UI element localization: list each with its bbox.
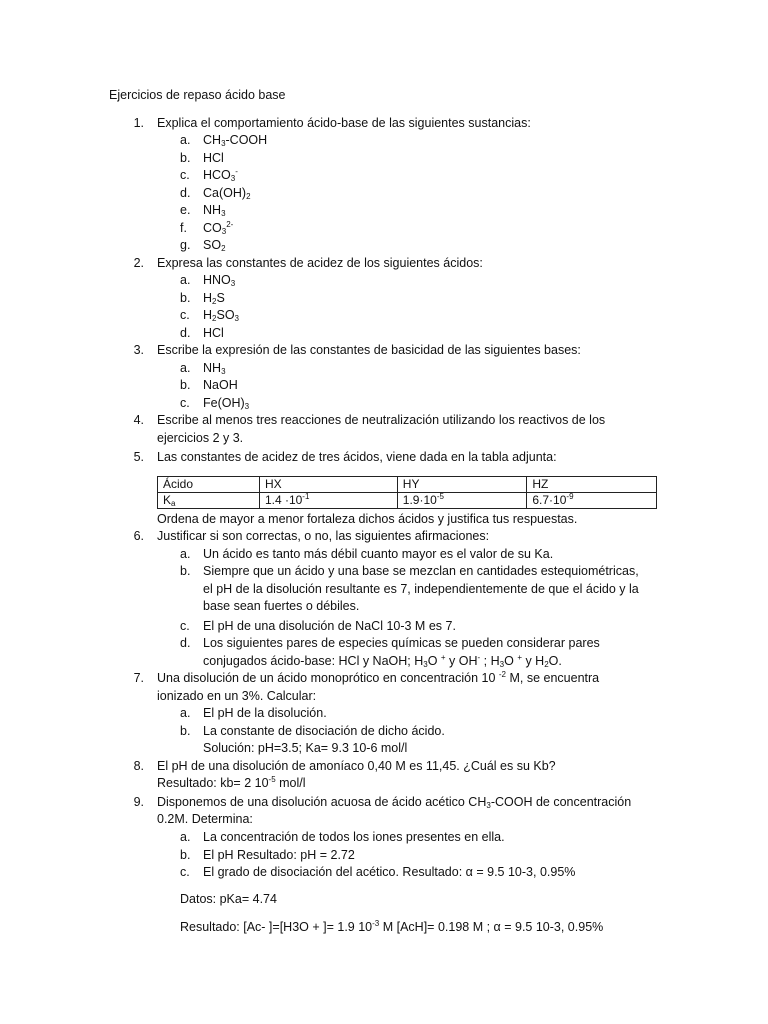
q9b-text: El pH Resultado: pH = 2.72 — [203, 848, 355, 862]
item-letter: g. — [180, 238, 191, 252]
item-letter: d. — [180, 186, 191, 200]
table-header-cell: Ácido — [158, 477, 260, 493]
q6-text: Justificar si son correctas, o no, las siguientes afirmaciones: — [157, 529, 490, 543]
q9-line2: 0.2M. Determina: — [157, 812, 253, 826]
q3-text: Escribe la expresión de las constantes de basicidad de las siguientes bases: — [157, 343, 581, 357]
q6b-line1: Siempre que un ácido y una base se mezclan en cantidades estequiométricas, — [203, 564, 639, 578]
q9a-text: La concentración de todos los iones presentes en ella. — [203, 830, 505, 844]
table-row — [158, 493, 657, 509]
q6a-text: Un ácido es tanto más débil cuanto mayor es el valor de su Ka. — [203, 547, 554, 561]
table-header-cell: HX — [259, 477, 397, 493]
q7-line1: Una disolución de un ácido monoprótico en concentración 10 $^{-2}$ M, se encuentra — [157, 670, 600, 685]
item-letter: b. — [180, 151, 191, 165]
formula: $CH_3$-COOH — [203, 133, 268, 148]
table-cell: $1.4 \cdot 10^{-1}$ — [259, 493, 397, 509]
q6a-letter: a. — [180, 547, 191, 561]
q7a-text: El pH de la disolución. — [203, 706, 327, 720]
q6c-text: El pH de una disolución de NaCl 10-3 M es 7. — [203, 619, 456, 633]
item-letter: c. — [180, 308, 190, 322]
item-letter: a. — [180, 133, 191, 147]
formula: HCl — [203, 326, 224, 340]
q4-line1: Escribe al menos tres reacciones de neutralización utilizando los reactivos de los — [157, 413, 606, 427]
formula: $Fe(OH)_3$ — [203, 396, 250, 411]
formula: $Ca(OH)_2$ — [203, 186, 251, 201]
q7-number: 7. — [133, 671, 144, 685]
table-cell: $1.9\cdot 10^{-5}$ — [397, 493, 527, 509]
q9c-text: El grado de disociación del acético. Resultado: α = 9.5 10-3, 0.95% — [203, 865, 576, 879]
table-cell: $6.7\cdot 10^{-9}$ — [527, 493, 657, 509]
q1-text: Explica el comportamiento ácido-base de las siguientes sustancias: — [157, 116, 531, 130]
q7-line2: ionizado en un 3%. Calcular: — [157, 689, 317, 703]
formula: $H_2S$ — [203, 291, 225, 306]
formula: HCl — [203, 151, 224, 165]
q6b-letter: b. — [180, 564, 191, 578]
q6c-letter: c. — [180, 619, 190, 633]
q6b-line3: base sean fuertes o débiles. — [203, 599, 360, 613]
q9c-letter: c. — [180, 865, 190, 879]
q4-number: 4. — [133, 413, 144, 427]
q5-text: Las constantes de acidez de tres ácidos, viene dada en la tabla adjunta: — [157, 450, 557, 464]
q6d-letter: d. — [180, 636, 191, 650]
formula: $NH_3$ — [203, 361, 226, 376]
q7b-text: La constante de disociación de dicho ácido. — [203, 724, 445, 738]
acid-constants-table — [157, 476, 657, 509]
formula: $SO_2$ — [203, 238, 226, 253]
q5-after: Ordena de mayor a menor fortaleza dichos ácidos y justifica tus respuestas. — [157, 512, 578, 526]
formula: $NH_3$ — [203, 203, 226, 218]
item-letter: c. — [180, 396, 190, 410]
q9-resultado: Resultado: [Ac- ]=[H3O + ]= 1.9 $10^{-3}$ M [AcH]= 0.198 M ; α = 9.5 10-3, 0.95% — [180, 919, 604, 934]
item-letter: d. — [180, 326, 191, 340]
item-letter: e. — [180, 203, 191, 217]
formula: $H_2SO_3$ — [203, 308, 239, 323]
table-header-cell: HZ — [527, 477, 657, 493]
item-letter: a. — [180, 361, 191, 375]
q9-datos: Datos: pKa= 4.74 — [180, 892, 277, 906]
q4-line2: ejercicios 2 y 3. — [157, 431, 244, 445]
q9b-letter: b. — [180, 848, 191, 862]
q2-number: 2. — [133, 256, 144, 270]
q6d-line1: Los siguientes pares de especies químicas se pueden considerar pares — [203, 636, 600, 650]
q9-line1: Disponemos de una disolución acuosa de ácido acético $CH_3$-COOH de concentración — [157, 795, 632, 810]
formula: NaOH — [203, 378, 238, 392]
q9-number: 9. — [133, 795, 144, 809]
formula: $CO_3^{2-}$ — [203, 220, 234, 236]
formula: $HCO_3^-$ — [203, 167, 238, 183]
q5-number: 5. — [133, 450, 144, 464]
q3-number: 3. — [133, 343, 144, 357]
q8-line1: El pH de una disolución de amoníaco 0,40 M es 11,45. ¿Cuál es su Kb? — [157, 759, 556, 773]
page-title: Ejercicios de repaso ácido base — [109, 88, 286, 102]
table-header-cell: HY — [397, 477, 527, 493]
item-letter: b. — [180, 291, 191, 305]
item-letter: b. — [180, 378, 191, 392]
q2-text: Expresa las constantes de acidez de los siguientes ácidos: — [157, 256, 483, 270]
q9a-letter: a. — [180, 830, 191, 844]
formula: $HNO_3$ — [203, 273, 236, 288]
q8-number: 8. — [133, 759, 144, 773]
table-header-row — [158, 477, 657, 493]
item-letter: c. — [180, 168, 190, 182]
q7-solution: Solución: pH=3.5; Ka= 9.3 10-6 mol/l — [203, 741, 408, 755]
table-cell-label: $K_a$ — [158, 493, 260, 509]
q8-result: Resultado: kb= 2 $10^{-5}$ mol/l — [157, 775, 306, 790]
q6d-line2: conjugados ácido-base: HCl y NaOH; $H_3O$ + y OH- ; $H_3O$ + y $H_2O$. — [203, 653, 562, 669]
q6-number: 6. — [133, 529, 144, 543]
item-letter: a. — [180, 273, 191, 287]
q6b-line2: el pH de la disolución resultante es 7, independientemente de que el ácido y la — [203, 582, 639, 596]
item-letter: f. — [180, 221, 187, 235]
q1-number: 1. — [133, 116, 144, 130]
q7b-letter: b. — [180, 724, 191, 738]
q7a-letter: a. — [180, 706, 191, 720]
